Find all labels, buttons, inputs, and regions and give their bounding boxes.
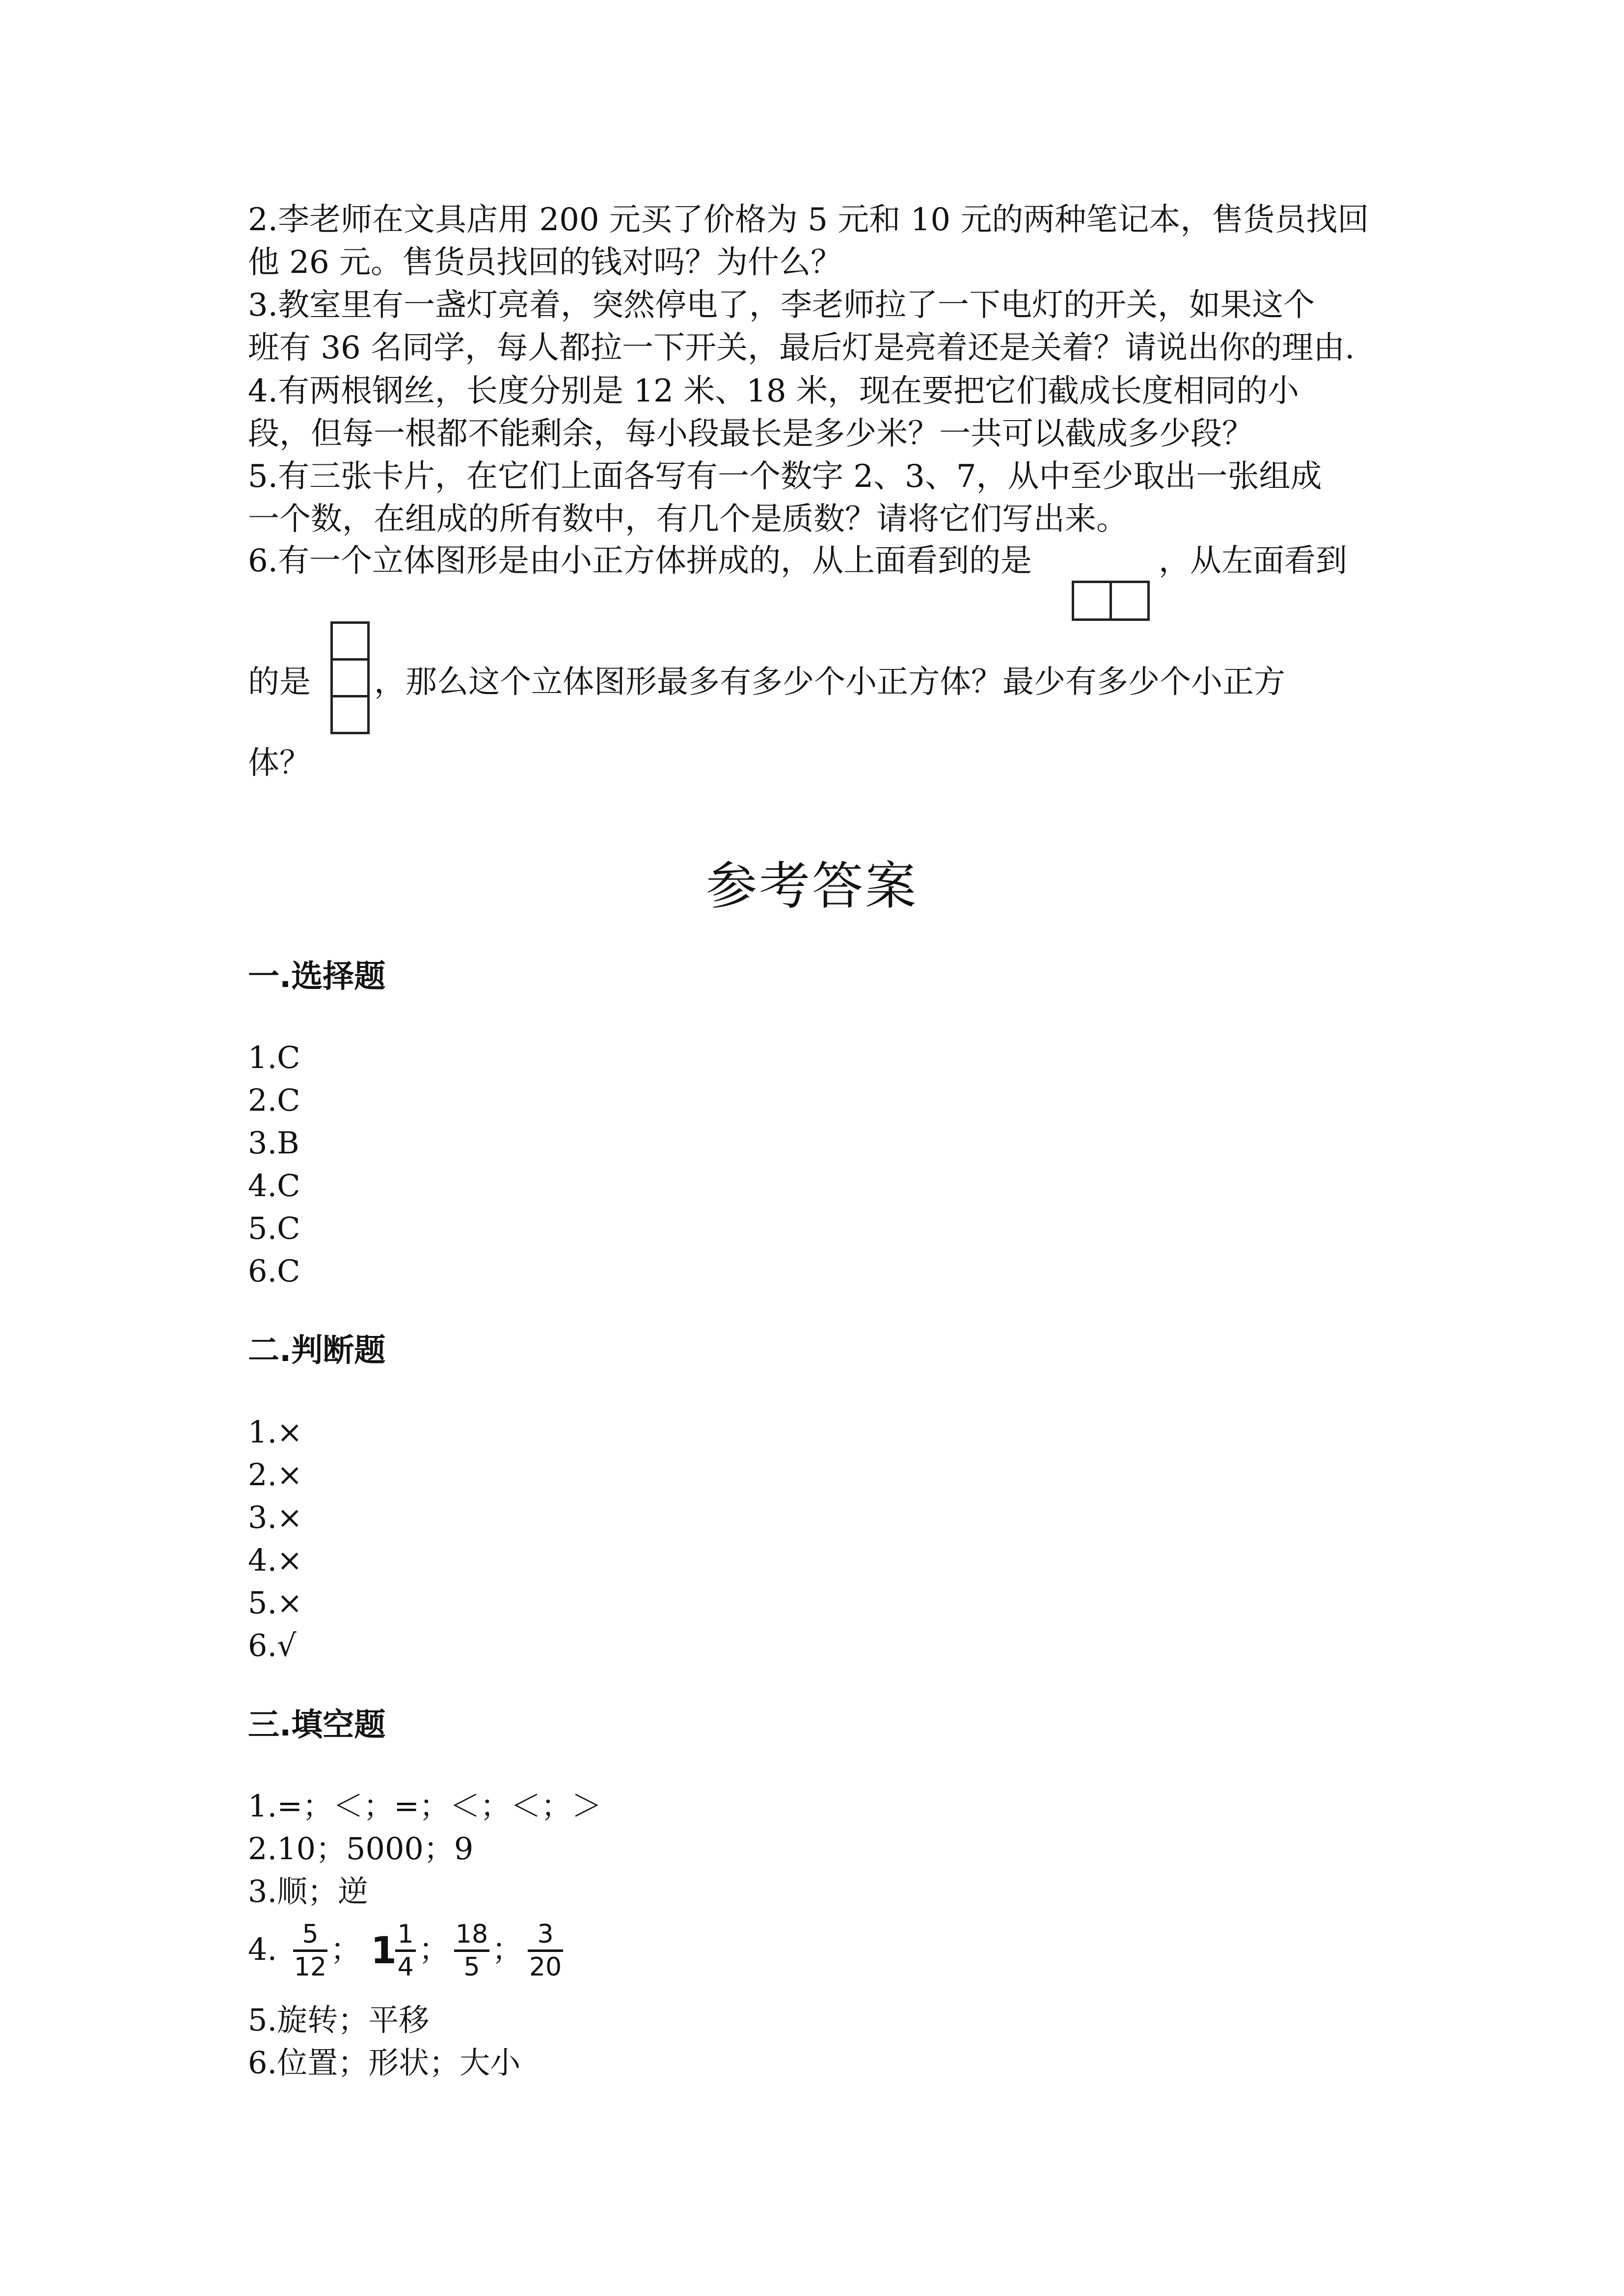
- judge-answer-4: 4.×: [248, 1542, 303, 1578]
- judge-answer-2: 2.×: [248, 1457, 303, 1493]
- left-view-square-top: [330, 621, 370, 661]
- question-2-line-1: 2.李老师在文具店用 200 元买了价格为 5 元和 10 元的两种笔记本，售货员找回: [248, 202, 1369, 238]
- section-judge-heading: 二.判断题: [248, 1333, 386, 1369]
- question-6-part-2: ，从左面看到: [1159, 543, 1347, 579]
- left-view-square-middle: [330, 658, 370, 697]
- question-5-line-2: 一个数，在组成的所有数中，有几个是质数？请将它们写出来。: [248, 501, 1128, 537]
- question-6-part-4: ，那么这个立体图形最多有多少个小正方体？最少有多少个小正方: [374, 664, 1285, 700]
- choice-answer-4: 4.C: [248, 1168, 300, 1203]
- fraction-denominator: 12: [294, 1952, 327, 1982]
- fill-answer-3: 3.顺；逆: [248, 1873, 369, 1909]
- question-3-line-2: 班有 36 名同学，每人都拉一下开关，最后灯是亮着还是关着？请说出你的理由.: [248, 330, 1355, 366]
- mixed-number-whole: 1: [371, 1928, 397, 1972]
- answer-title: 参考答案: [705, 856, 918, 916]
- fraction-numerator: 5: [302, 1920, 319, 1949]
- question-6-part-5: 体？: [248, 745, 311, 781]
- question-5-line-1: 5.有三张卡片，在它们上面各写有一个数字 2、3、7，从中至少取出一张组成: [248, 458, 1322, 495]
- question-4-line-2: 段，但每一根都不能剩余，每小段最长是多少米？一共可以截成多少段？: [248, 416, 1253, 452]
- fraction-denominator: 5: [463, 1952, 480, 1982]
- top-view-square-left: [1072, 581, 1112, 621]
- separator: ；: [330, 1931, 361, 1967]
- left-view-square-bottom: [330, 695, 370, 734]
- fill-answer-1: 1.=；＜；=；＜；＜；＞: [248, 1788, 602, 1824]
- judge-answer-6: 6.√: [248, 1628, 297, 1663]
- section-fill-heading: 三.填空题: [248, 1707, 386, 1743]
- fraction-numerator: 3: [537, 1920, 554, 1949]
- choice-answer-5: 5.C: [248, 1210, 300, 1246]
- question-2-line-2: 他 26 元。售货员找回的钱对吗？为什么？: [248, 244, 842, 281]
- question-3-line-1: 3.教室里有一盏灯亮着，突然停电了，李老师拉了一下电灯的开关，如果这个: [248, 287, 1315, 323]
- section-choice-heading: 一.选择题: [248, 959, 386, 995]
- fraction-numerator: 18: [455, 1920, 488, 1949]
- fill-answer-6: 6.位置；形状；大小: [248, 2045, 521, 2081]
- question-4-line-1: 4.有两根钢丝，长度分别是 12 米、18 米，现在要把它们截成长度相同的小: [248, 373, 1299, 409]
- question-6-part-3: 的是: [248, 664, 311, 700]
- choice-answer-1: 1.C: [248, 1040, 300, 1075]
- fraction-18-5: [454, 1920, 489, 1981]
- choice-answer-6: 6.C: [248, 1253, 300, 1289]
- fraction-bar: [395, 1949, 416, 1952]
- fill-answer-4: [248, 1920, 641, 1994]
- choice-answer-3: 3.B: [248, 1125, 299, 1161]
- fraction-bar: [293, 1949, 327, 1952]
- fraction-bar: [528, 1949, 563, 1952]
- judge-answer-1: 1.×: [248, 1414, 303, 1450]
- fill-answer-2: 2.10；5000；9: [248, 1831, 474, 1867]
- top-view-square-right: [1110, 581, 1150, 621]
- question-6-part-1: 6.有一个立体图形是由小正方体拼成的，从上面看到的是: [248, 543, 1032, 579]
- fraction-bar: [454, 1949, 489, 1952]
- separator: ；: [492, 1931, 523, 1967]
- fraction-numerator: 1: [397, 1920, 414, 1949]
- fill-answer-5: 5.旋转；平移: [248, 2002, 430, 2038]
- fraction-5-12: [293, 1920, 327, 1981]
- fraction-denominator: 4: [397, 1952, 414, 1982]
- judge-answer-5: 5.×: [248, 1585, 303, 1621]
- fraction-1-4: [395, 1920, 416, 1981]
- fraction-denominator: 20: [529, 1952, 562, 1982]
- fill-answer-4-label: 4.: [248, 1931, 277, 1967]
- judge-answer-3: 3.×: [248, 1499, 303, 1535]
- choice-answer-2: 2.C: [248, 1082, 300, 1118]
- separator: ；: [419, 1931, 450, 1967]
- fraction-3-20: [528, 1920, 563, 1981]
